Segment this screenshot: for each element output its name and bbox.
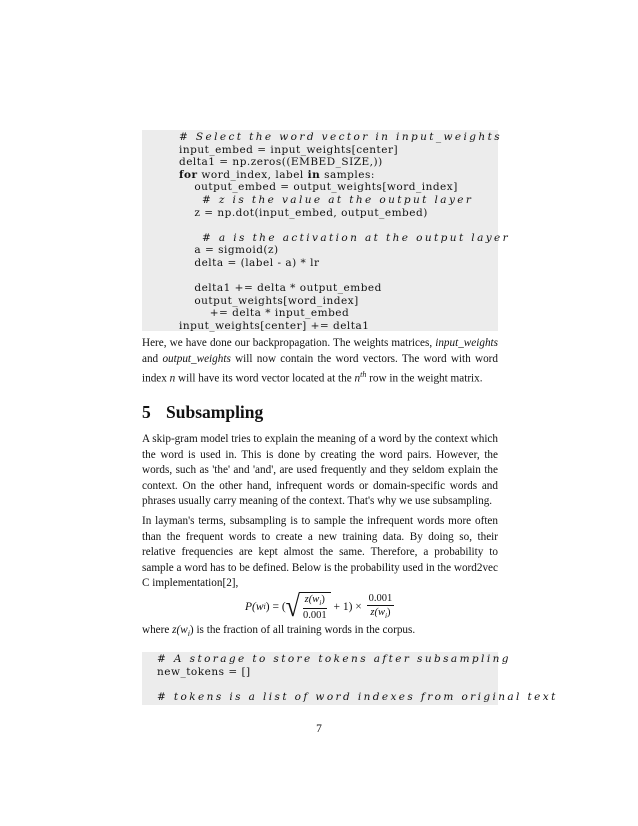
subscript: i [187,629,190,639]
code-line: # A storage to store tokens after subsampling [157,653,511,665]
code-line: # tokens is a list of word indexes from original text [157,690,558,703]
paragraph-skipgram [142,432,498,510]
formula-lhs-end: ) = ( [265,600,286,613]
code-line: a = sigmoid(z) [179,244,279,257]
code-line: new_tokens = [] [157,665,251,678]
code-line: delta1 += delta * output_embed [179,282,382,295]
fraction-sqrt [301,594,329,621]
var-n: n [169,372,176,385]
code-line: input_embed = input_weights[center] [179,143,399,156]
den-text: z(w [370,607,385,618]
code-line: # z is the value at the output layer [179,193,474,206]
fraction-denominator: 0.001 [302,610,327,622]
section-title: Subsampling [166,402,264,422]
paragraph-text: A skip-gram model tries to explain the meaning of a word by the context which the word is used in. This is done by creating the word pairs. However, the words, such as 'the' and 'and', are used frequently and they seldom explain the context. On the other hand, infrequent words or domain-specific words and phrases usually carry meaning of the context. That's why we use subsampling. [142,433,498,508]
subscript: i [263,602,266,612]
code-line [157,678,498,691]
text: and [142,352,163,365]
page-number: 7 [316,723,322,735]
code-block-subsampling [142,652,558,705]
radical-sign-icon: √ [285,589,300,623]
sqrt [285,589,331,623]
paragraph-backprop [142,336,498,388]
code-line: output_embed = output_weights[word_index] [179,181,458,194]
code-lines [142,130,511,333]
code-line: delta = (label - a) * lr [179,256,320,269]
code-line: z = np.dot(input_embed, output_embed) [179,206,428,219]
section-number: 5 [142,402,151,422]
var-z: z(w [172,624,188,636]
keyword: in [307,168,321,181]
code-line [179,270,498,283]
superscript-th: th [360,370,367,380]
text: is the fraction of all training words in the corpus. [193,624,416,636]
text: Here, we have done our backpropagation. The weights matrices, [142,337,436,349]
sqrt-body [299,592,331,621]
formula-lhs: P(w [245,600,264,613]
fraction-denominator [368,606,392,620]
text: will now contain the word vectors. The word with word index [142,352,498,385]
var-output-weights: output_weights [162,352,231,365]
text: where [142,624,173,636]
paragraph-layman [142,514,498,592]
section-heading [142,402,263,423]
var-n: n [354,372,361,385]
fraction-numerator: 0.001 [368,593,393,604]
var-end: ) [189,624,194,636]
code-block-backprop [142,130,511,332]
fraction-2 [367,593,395,620]
text: row in the weight matrix. [366,372,483,385]
subscript: i [319,598,322,608]
text: will have its word vector located at the [175,372,355,385]
code-line: # Select the word vector in input_weights [179,131,502,143]
var-input-weights: input_weights [435,337,498,349]
paragraph-text: In layman's terms, subsampling is to sample the infrequent words more often than the frequent words to create a new training data. By doing so, their relative frequencies are kept almost the same. Therefore, a probability to sample a word has to be defined. Below is the probability used in the word2vec C implementation[2], [142,515,498,590]
code-line [179,219,498,232]
code-line: # a is the activation at the output layer [179,231,511,244]
fraction-numerator [303,594,327,609]
paragraph-where [142,623,498,642]
num-end: ) [321,594,325,605]
code-line: delta1 = np.zeros((EMBED_SIZE,)) [179,156,383,169]
subscript: i [384,611,388,621]
code-line: input_weights[center] += delta1 [179,319,370,332]
probability-formula [245,589,396,623]
code-lines [142,652,558,703]
formula-plus: + 1) × [330,600,365,613]
code-line: += delta * input_embed [179,307,350,320]
den-end: ) [387,607,391,618]
keyword: for [179,168,198,181]
code-line: output_weights[word_index] [179,294,359,307]
num-text: z(w [304,594,320,605]
code-line: for word_index, label in samples: [179,168,375,181]
